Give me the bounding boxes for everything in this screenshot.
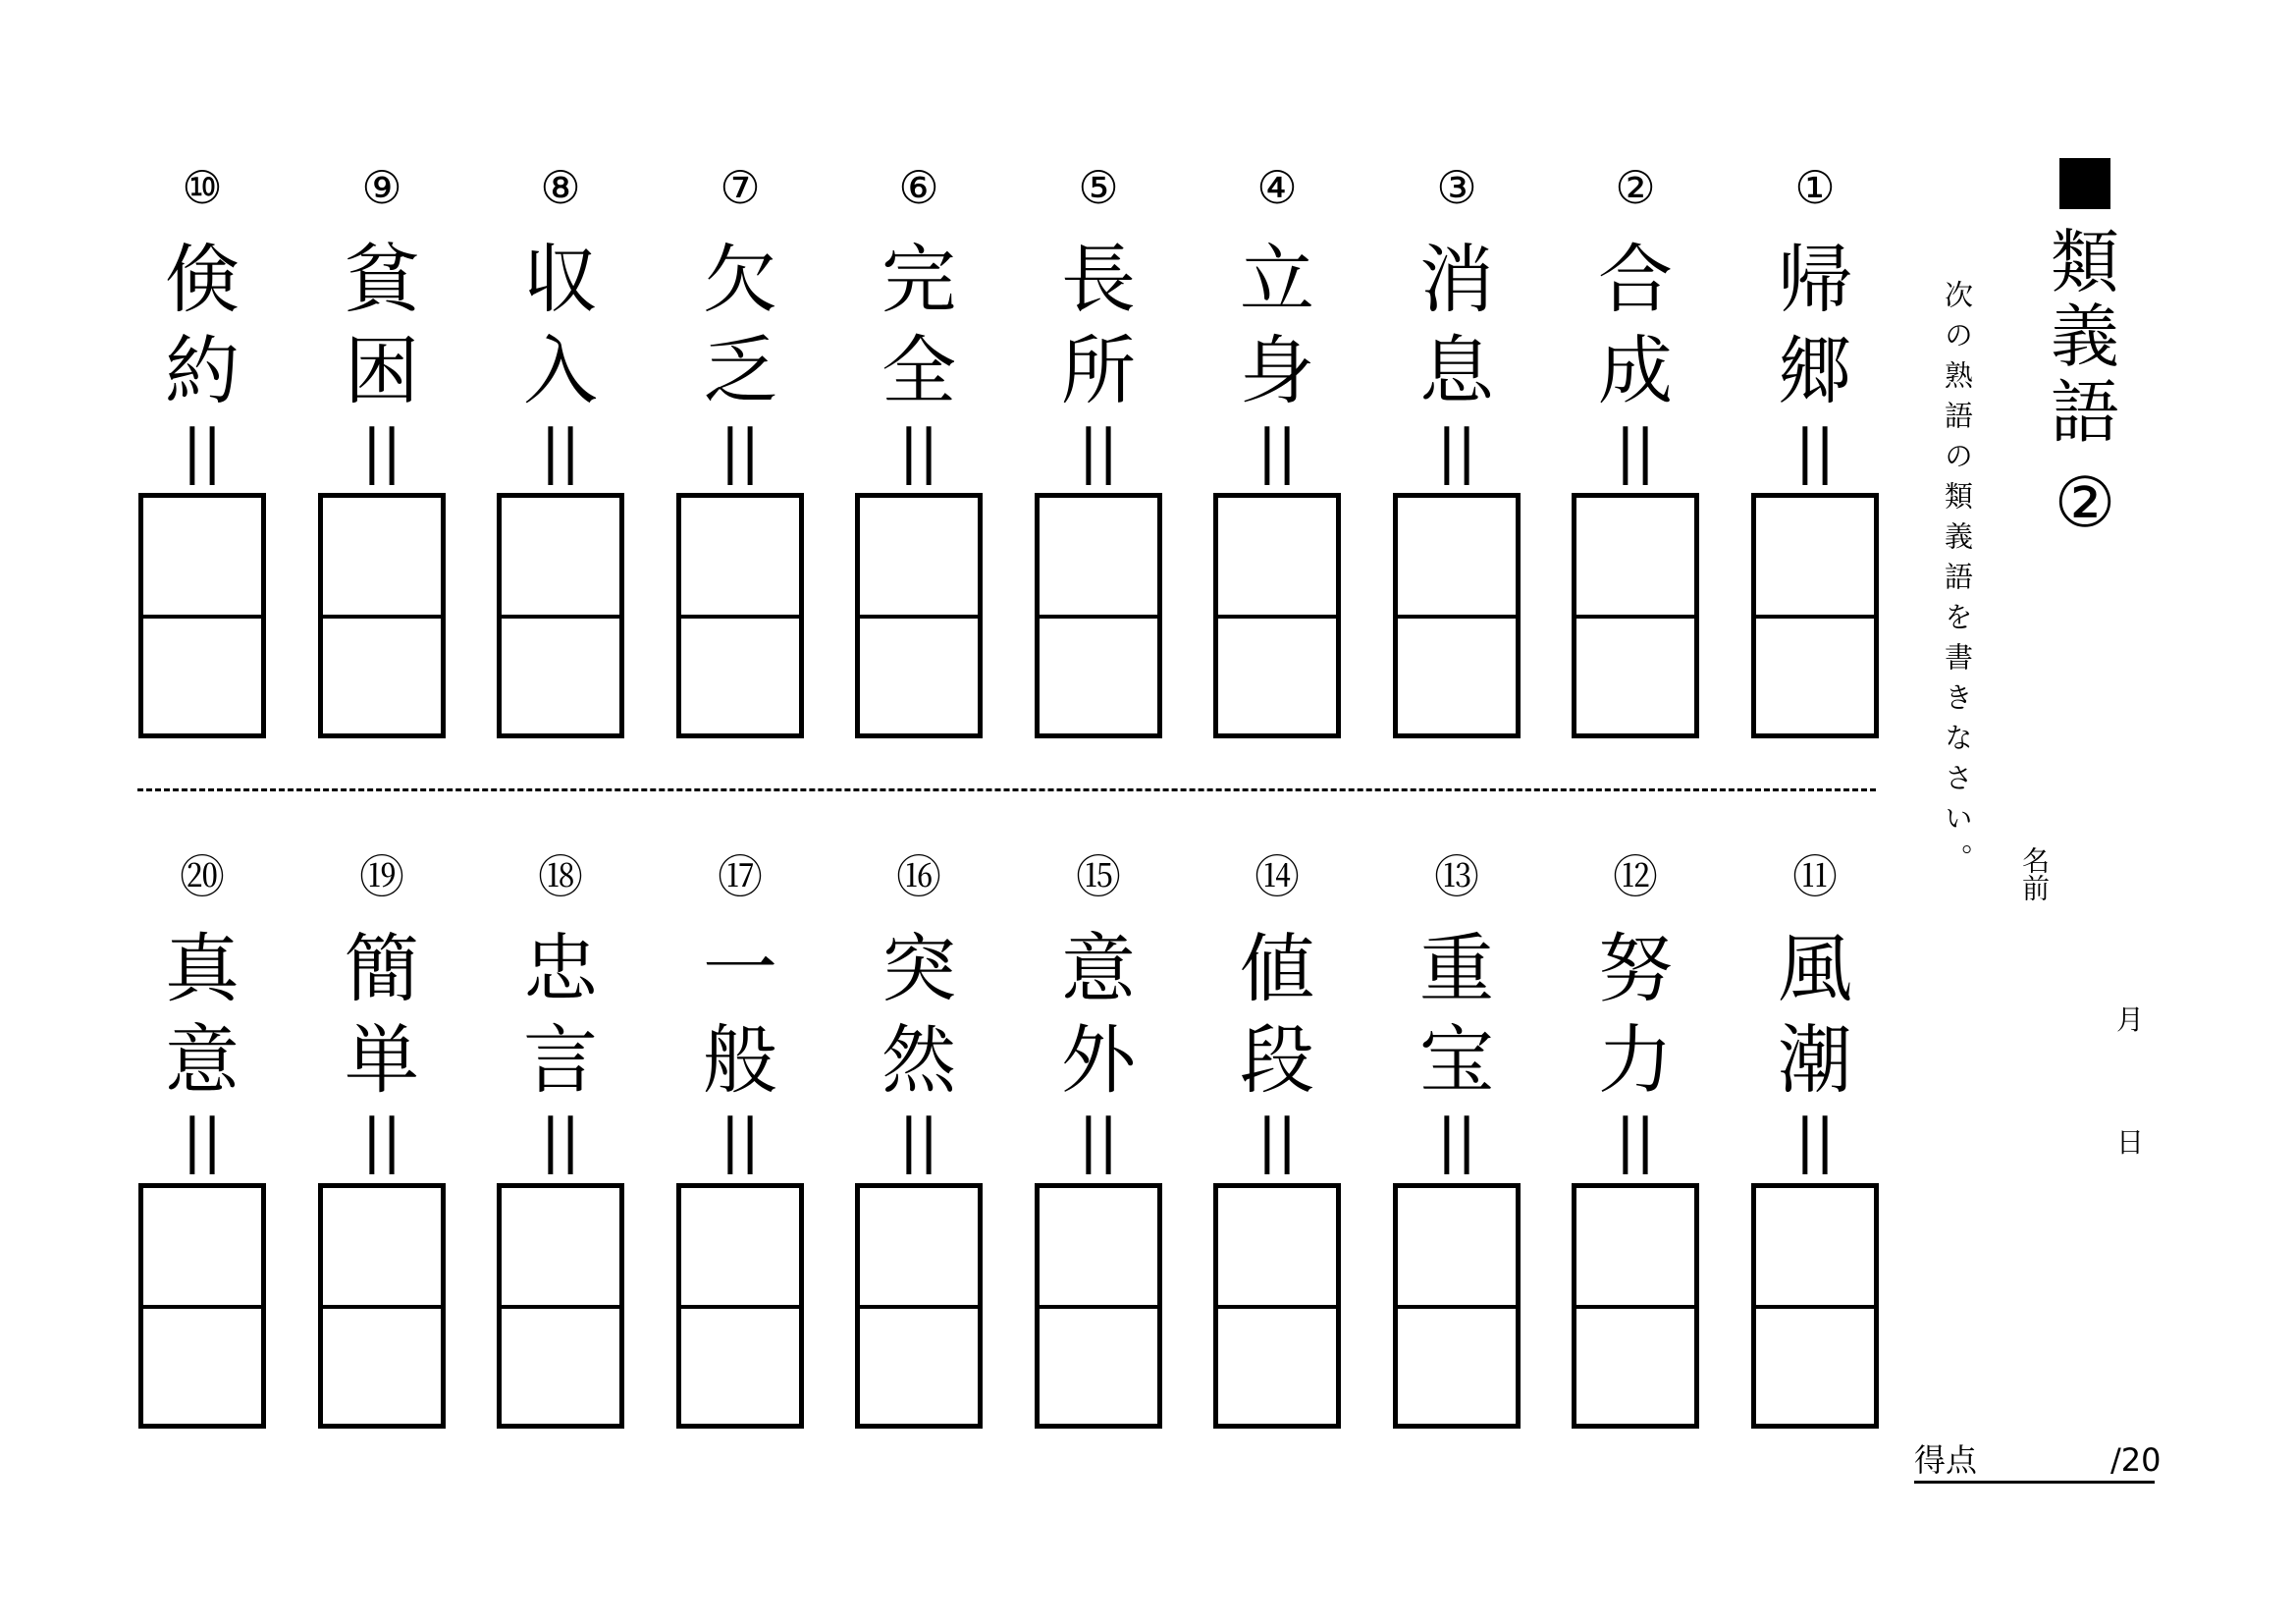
title-char: ② <box>2054 462 2116 543</box>
question-item <box>315 850 449 1175</box>
word-char-1: 風 <box>1778 925 1852 1012</box>
word-char-1: 一 <box>703 925 777 1012</box>
word-char-2: 外 <box>1061 1016 1136 1104</box>
question-number: ① <box>1794 161 1836 214</box>
question-item <box>494 161 627 486</box>
word-char-2: 単 <box>345 1016 419 1104</box>
question-item <box>673 850 807 1175</box>
answer-box[interactable] <box>1393 493 1521 738</box>
answer-box[interactable] <box>1751 1183 1879 1429</box>
answer-box-divider <box>143 615 261 619</box>
word-char-2: 困 <box>345 327 419 414</box>
answer-box-divider <box>1398 1305 1516 1309</box>
score-underline <box>1914 1481 2155 1484</box>
question-item <box>135 161 269 486</box>
equals-sign: || <box>1078 417 1119 486</box>
question-number: ⑱ <box>538 850 583 903</box>
answer-box-divider <box>143 1305 261 1309</box>
equals-sign: || <box>898 1107 939 1175</box>
question-item <box>852 850 986 1175</box>
word-char-1: 倹 <box>165 236 240 323</box>
answer-box[interactable] <box>1213 493 1341 738</box>
question-number: ⑬ <box>1434 850 1479 903</box>
answer-box[interactable] <box>138 493 266 738</box>
word-char-1: 帰 <box>1778 236 1852 323</box>
word-char-2: 身 <box>1240 327 1314 414</box>
answer-box[interactable] <box>497 1183 624 1429</box>
answer-box[interactable] <box>1035 493 1162 738</box>
question-item <box>673 161 807 486</box>
answer-box[interactable] <box>1572 1183 1699 1429</box>
word-char-2: 約 <box>165 327 240 414</box>
question-number: ④ <box>1256 161 1298 214</box>
equals-sign: || <box>361 1107 402 1175</box>
question-number: ⑰ <box>718 850 763 903</box>
word-char-2: 言 <box>523 1016 598 1104</box>
answer-box[interactable] <box>497 493 624 738</box>
word-char-2: 般 <box>703 1016 777 1104</box>
word-char-2: 全 <box>881 327 956 414</box>
word-char-1: 完 <box>881 236 956 323</box>
equals-sign: || <box>540 1107 581 1175</box>
word-char-2: 入 <box>523 327 598 414</box>
question-number: ⑯ <box>896 850 941 903</box>
answer-box[interactable] <box>676 493 804 738</box>
word-char-2: 所 <box>1061 327 1136 414</box>
question-number: ② <box>1615 161 1656 214</box>
equals-sign: || <box>1794 1107 1836 1175</box>
answer-box-divider <box>1576 615 1694 619</box>
question-item <box>1748 850 1882 1175</box>
equals-sign: || <box>1078 1107 1119 1175</box>
answer-box-divider <box>323 1305 441 1309</box>
question-number: ⑮ <box>1076 850 1121 903</box>
answer-box-divider <box>681 615 799 619</box>
word-char-2: 郷 <box>1778 327 1852 414</box>
equals-sign: || <box>898 417 939 486</box>
answer-box-divider <box>1576 1305 1694 1309</box>
answer-box[interactable] <box>318 493 446 738</box>
answer-box[interactable] <box>855 1183 983 1429</box>
month-label: 月 <box>2116 1003 2145 1036</box>
question-number: ⑤ <box>1078 161 1119 214</box>
word-char-1: 貧 <box>345 236 419 323</box>
equals-sign: || <box>1615 417 1656 486</box>
question-number: ⑨ <box>361 161 402 214</box>
word-char-1: 突 <box>881 925 956 1012</box>
answer-box-divider <box>1398 615 1516 619</box>
question-number: ⑥ <box>898 161 939 214</box>
equals-sign: || <box>1436 1107 1477 1175</box>
word-char-1: 合 <box>1598 236 1673 323</box>
answer-box[interactable] <box>1213 1183 1341 1429</box>
answer-box[interactable] <box>1393 1183 1521 1429</box>
equals-sign: || <box>182 1107 223 1175</box>
question-item <box>1210 850 1344 1175</box>
question-item <box>1390 161 1523 486</box>
answer-box-divider <box>1218 1305 1336 1309</box>
answer-box-divider <box>502 1305 619 1309</box>
question-item <box>1748 161 1882 486</box>
word-char-1: 努 <box>1598 925 1673 1012</box>
question-number: ⑦ <box>720 161 761 214</box>
word-char-2: 宝 <box>1419 1016 1494 1104</box>
word-char-1: 意 <box>1061 925 1136 1012</box>
question-item <box>1569 161 1702 486</box>
score-label: 得点 <box>1914 1441 1978 1479</box>
answer-box-divider <box>860 615 978 619</box>
word-char-2: 然 <box>881 1016 956 1104</box>
title-char: 義 <box>2051 297 2119 377</box>
question-item <box>135 850 269 1175</box>
answer-box-divider <box>323 615 441 619</box>
answer-box-divider <box>502 615 619 619</box>
word-char-2: 息 <box>1419 327 1494 414</box>
answer-box[interactable] <box>1572 493 1699 738</box>
question-item <box>852 161 986 486</box>
word-char-1: 重 <box>1419 925 1494 1012</box>
question-item <box>1569 850 1702 1175</box>
word-char-1: 忠 <box>523 925 598 1012</box>
equals-sign: || <box>1256 417 1298 486</box>
question-item <box>494 850 627 1175</box>
word-char-2: 意 <box>165 1016 240 1104</box>
answer-box[interactable] <box>318 1183 446 1429</box>
word-char-1: 立 <box>1240 236 1314 323</box>
word-char-1: 簡 <box>345 925 419 1012</box>
question-number: ⑫ <box>1613 850 1658 903</box>
title-square-icon <box>2059 158 2110 209</box>
word-char-1: 収 <box>523 236 598 323</box>
word-char-1: 値 <box>1240 925 1314 1012</box>
equals-sign: || <box>1794 417 1836 486</box>
question-number: ③ <box>1436 161 1477 214</box>
question-item <box>1390 850 1523 1175</box>
equals-sign: || <box>720 1107 761 1175</box>
answer-box-divider <box>1040 1305 1157 1309</box>
title-char: 語 <box>2051 372 2119 453</box>
equals-sign: || <box>1436 417 1477 486</box>
question-number: ⑪ <box>1792 850 1838 903</box>
word-char-1: 真 <box>165 925 240 1012</box>
question-item <box>315 161 449 486</box>
word-char-2: 潮 <box>1778 1016 1852 1104</box>
word-char-2: 段 <box>1240 1016 1314 1104</box>
question-number: ⑭ <box>1255 850 1300 903</box>
answer-box[interactable] <box>1035 1183 1162 1429</box>
answer-box-divider <box>1218 615 1336 619</box>
word-char-2: 成 <box>1598 327 1673 414</box>
title-char: 類 <box>2051 222 2119 302</box>
equals-sign: || <box>540 417 581 486</box>
answer-box-divider <box>860 1305 978 1309</box>
answer-box-divider <box>1756 1305 1874 1309</box>
answer-box[interactable] <box>1751 493 1879 738</box>
equals-sign: || <box>182 417 223 486</box>
equals-sign: || <box>1615 1107 1656 1175</box>
word-char-1: 欠 <box>703 236 777 323</box>
equals-sign: || <box>720 417 761 486</box>
name-label: 名前 <box>2018 846 2051 901</box>
instruction-text: 次の熟語の類義語を書きなさい。 <box>1941 280 1974 884</box>
question-item <box>1032 850 1165 1175</box>
dashed-separator <box>137 788 1876 791</box>
word-char-2: 乏 <box>703 327 777 414</box>
answer-box[interactable] <box>676 1183 804 1429</box>
question-item <box>1032 161 1165 486</box>
question-number: ⑧ <box>540 161 581 214</box>
question-number: ⑳ <box>180 850 225 903</box>
answer-box-divider <box>1756 615 1874 619</box>
question-number: ⑩ <box>182 161 223 214</box>
word-char-1: 長 <box>1061 236 1136 323</box>
equals-sign: || <box>361 417 402 486</box>
day-label: 日 <box>2116 1126 2145 1159</box>
answer-box[interactable] <box>138 1183 266 1429</box>
equals-sign: || <box>1256 1107 1298 1175</box>
word-char-2: 力 <box>1598 1016 1673 1104</box>
word-char-1: 消 <box>1419 236 1494 323</box>
question-item <box>1210 161 1344 486</box>
question-number: ⑲ <box>359 850 404 903</box>
answer-box[interactable] <box>855 493 983 738</box>
answer-box-divider <box>681 1305 799 1309</box>
score-total: /20 <box>2110 1441 2162 1479</box>
answer-box-divider <box>1040 615 1157 619</box>
